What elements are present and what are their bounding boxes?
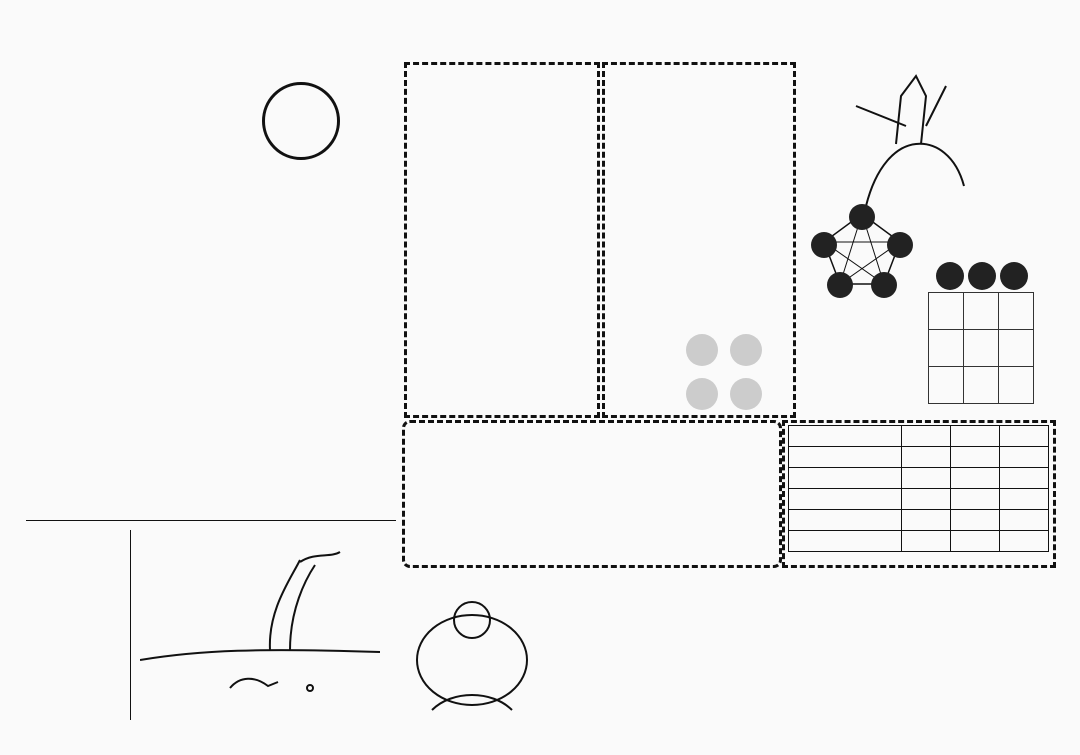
- palace-cell: [999, 330, 1034, 367]
- door-cell: [789, 489, 902, 510]
- number-ball: [730, 334, 762, 366]
- divider: [130, 530, 132, 720]
- cloud-sketch: [417, 615, 527, 705]
- door-cell: [902, 468, 951, 489]
- element-water: [887, 232, 913, 258]
- landscape-illustration: [140, 540, 380, 710]
- rabbit-sketch: [230, 679, 278, 688]
- mark-six-strip-top: [6, 40, 846, 56]
- door-cell: [951, 447, 1000, 468]
- door-cell: [789, 468, 902, 489]
- magnifier-ring-icon: [262, 82, 340, 160]
- number-ball: [686, 378, 718, 410]
- figure-head: [454, 602, 490, 638]
- figure-robe: [432, 695, 512, 710]
- immortals-illustration: [402, 570, 542, 720]
- door-header: [951, 426, 1000, 447]
- door-cell: [1000, 468, 1049, 489]
- door-cell: [951, 489, 1000, 510]
- palace-cell: [929, 330, 964, 367]
- mark-six-strip-bottom: [40, 733, 1060, 749]
- xuan-kong-box: [404, 62, 600, 418]
- element-earth: [811, 232, 837, 258]
- door-cell: [789, 531, 902, 552]
- door-cell: [902, 447, 951, 468]
- palace-cell: [929, 367, 964, 404]
- door-cell: [902, 531, 951, 552]
- palace-cell: [929, 293, 964, 330]
- table-row: [789, 489, 1049, 510]
- palace-cell: [964, 293, 999, 330]
- divider: [26, 520, 396, 522]
- table-row: [789, 510, 1049, 531]
- door-cell: [789, 447, 902, 468]
- door-cell: [1000, 531, 1049, 552]
- general-on-horse-illustration: [846, 66, 970, 216]
- weapon-sketch: [856, 86, 946, 126]
- table-row: [789, 531, 1049, 552]
- tree-trunk: [270, 560, 315, 650]
- door-cell: [902, 510, 951, 531]
- explanation-box: [402, 420, 782, 568]
- door-cell: [1000, 489, 1049, 510]
- rider-sketch: [896, 76, 926, 144]
- door-cell: [951, 531, 1000, 552]
- table-row: [789, 468, 1049, 489]
- door-header: [789, 426, 902, 447]
- palace-cell: [999, 293, 1034, 330]
- door-cell: [1000, 447, 1049, 468]
- table-row: [789, 447, 1049, 468]
- horse-sketch: [866, 144, 964, 206]
- door-cell: [951, 468, 1000, 489]
- ball-sketch: [307, 685, 313, 691]
- door-cell: [902, 489, 951, 510]
- element-ball: [936, 262, 964, 290]
- number-ball: [686, 334, 718, 366]
- door-table: [788, 425, 1049, 552]
- mark-six-strip-left: [7, 43, 23, 733]
- number-ball: [730, 378, 762, 410]
- palace-cell: [964, 367, 999, 404]
- tree-branch: [300, 552, 340, 562]
- palace-cell: [964, 330, 999, 367]
- element-wood: [871, 272, 897, 298]
- element-ball: [1000, 262, 1028, 290]
- element-metal: [849, 204, 875, 230]
- door-header: [902, 426, 951, 447]
- element-fire: [827, 272, 853, 298]
- nine-palace-grid: [928, 292, 1034, 404]
- door-header: [1000, 426, 1049, 447]
- element-ball: [968, 262, 996, 290]
- door-cell: [789, 510, 902, 531]
- door-cell: [951, 510, 1000, 531]
- palace-cell: [999, 367, 1034, 404]
- door-cell: [1000, 510, 1049, 531]
- ground-line: [140, 650, 380, 660]
